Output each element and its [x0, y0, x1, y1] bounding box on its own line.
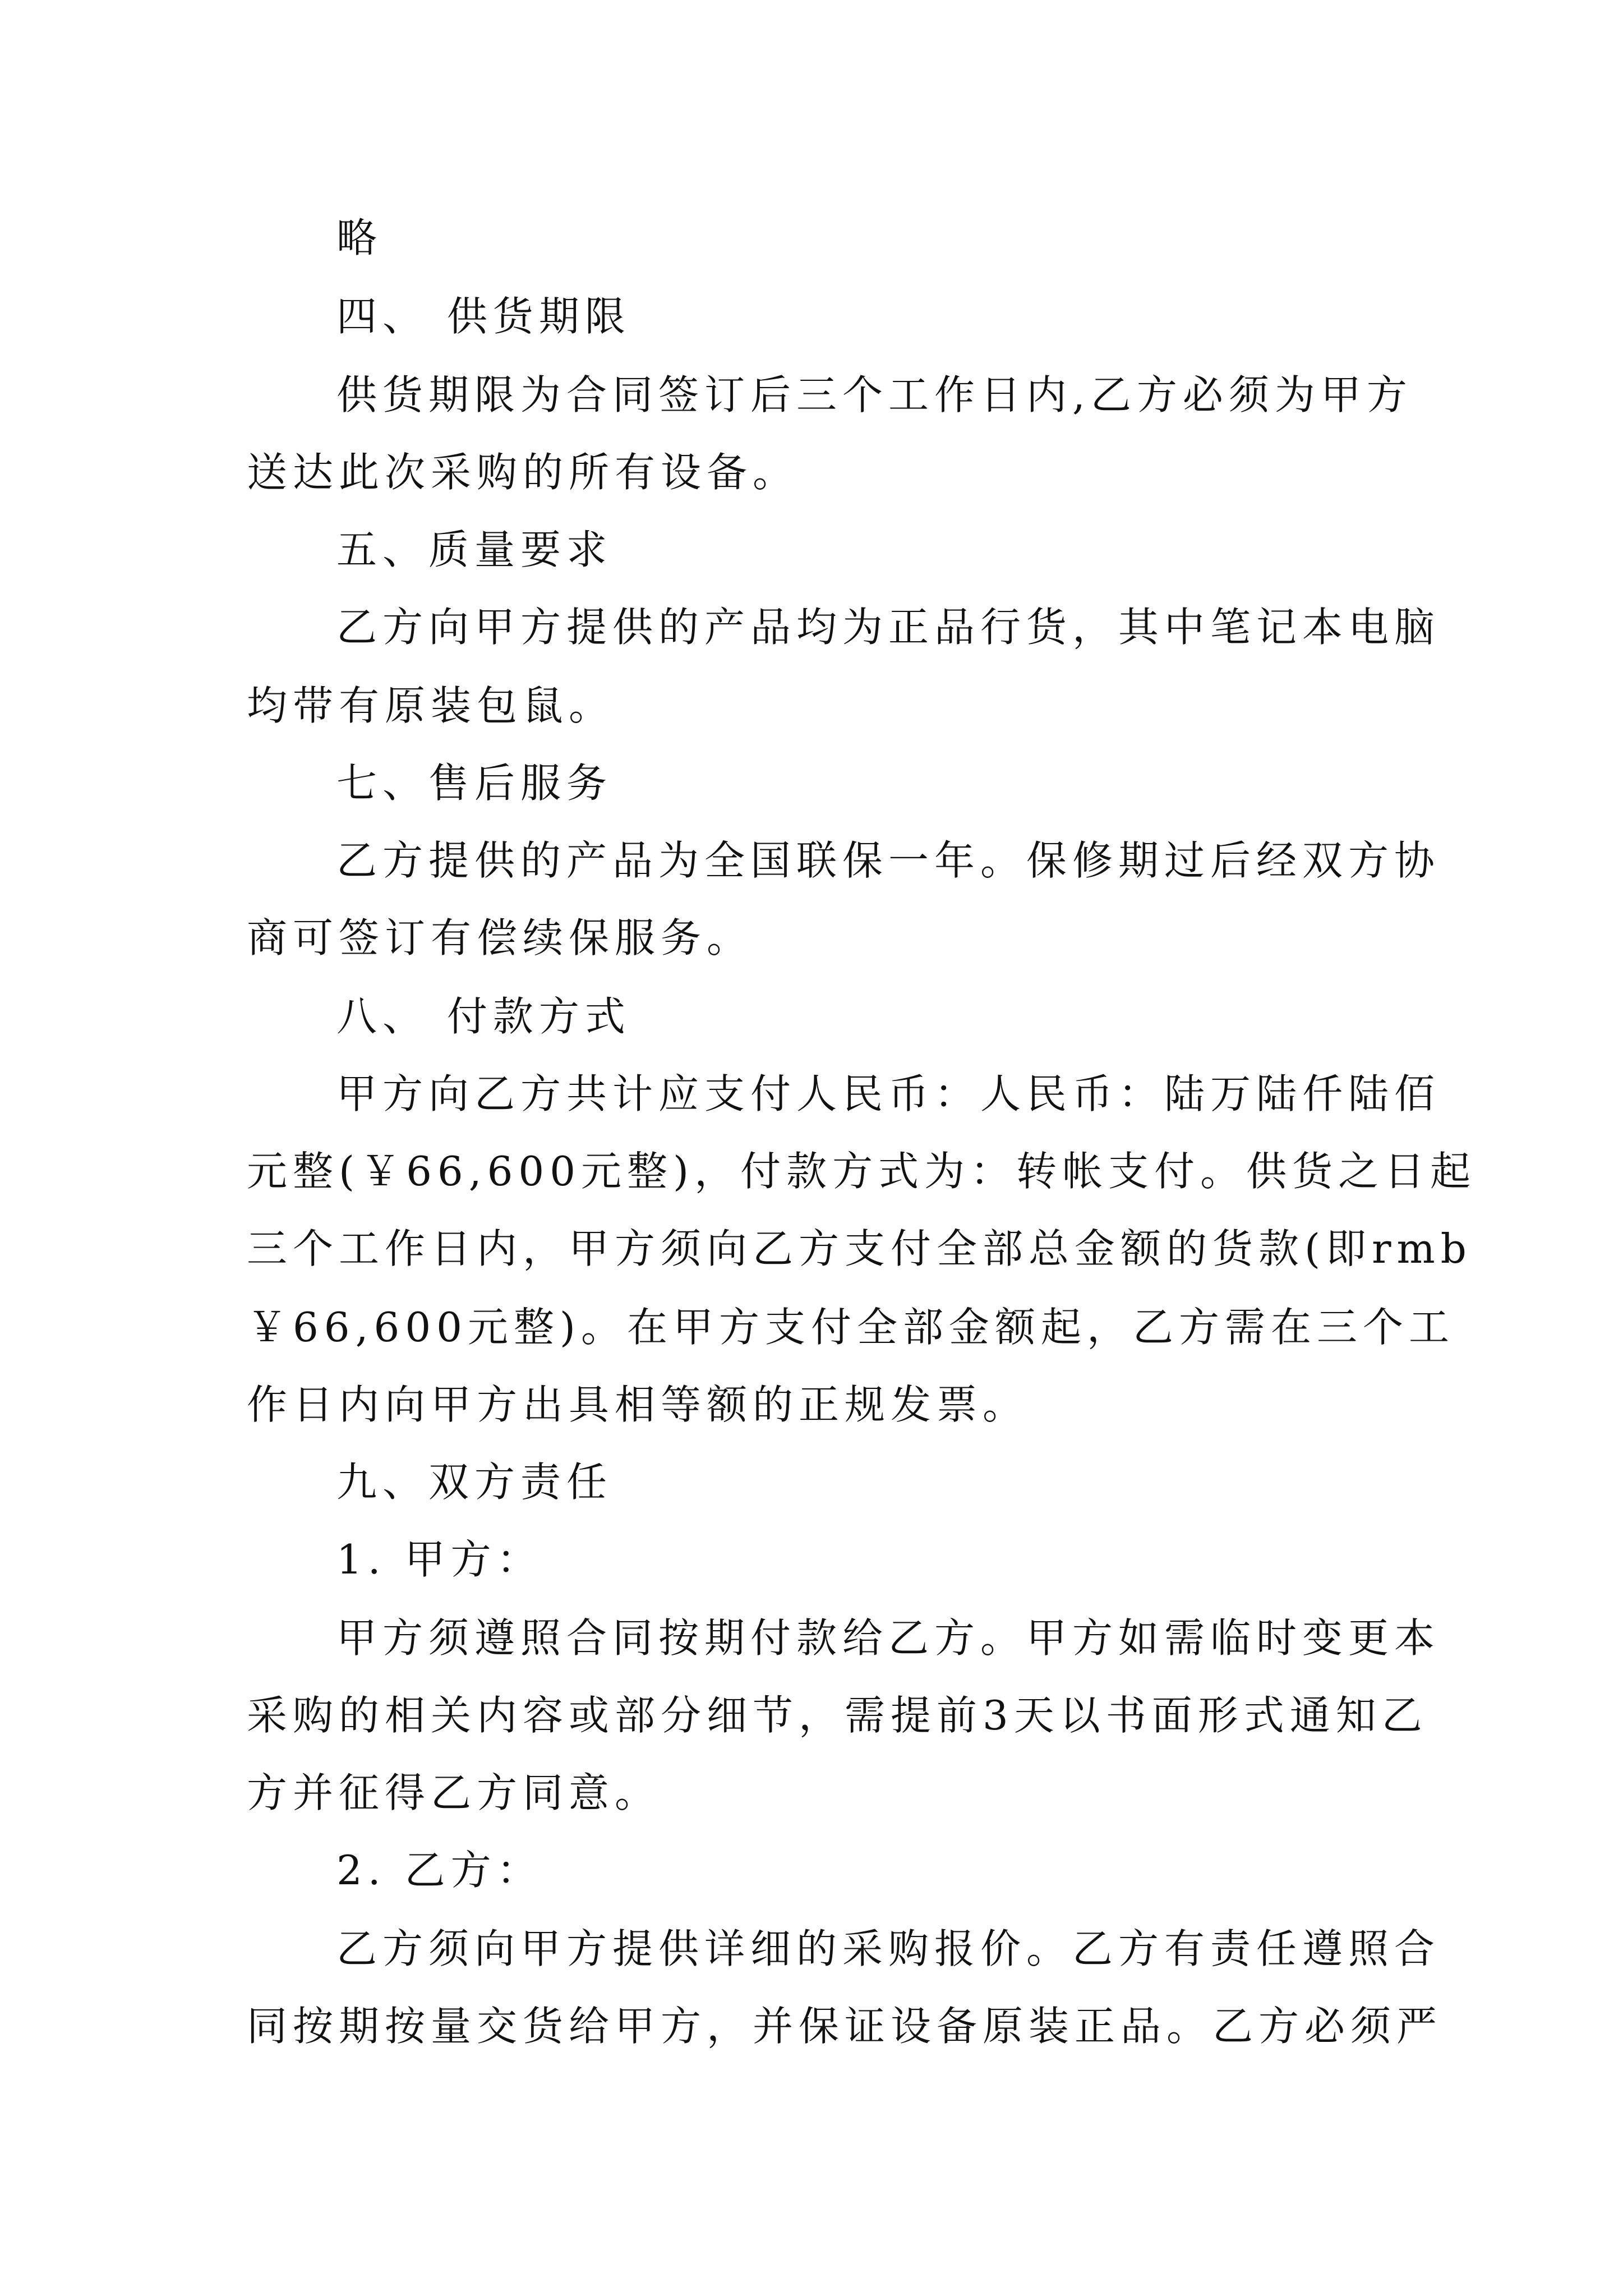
omitted-marker: 略	[336, 214, 383, 261]
paragraph-line: 三个工作日内，甲方须向乙方支付全部总金额的货款(即rmb	[247, 1225, 1472, 1272]
subheading-party-a: 1. 甲方：	[336, 1536, 543, 1583]
paragraph-line: 作日内向甲方出具相等额的正规发票。	[247, 1381, 1029, 1428]
paragraph-line: 商可签订有偿续保服务。	[247, 914, 753, 961]
paragraph-line: 甲方向乙方共计应支付人民币：人民币：陆万陆仟陆佰	[336, 1070, 1441, 1117]
paragraph-line: 采购的相关内容或部分细节，需提前3天以书面形式通知乙	[247, 1692, 1428, 1739]
section-heading-responsibilities: 九、双方责任	[336, 1458, 613, 1506]
section-heading-after-sales: 七、售后服务	[336, 760, 613, 807]
paragraph-line: 均带有原装包鼠。	[247, 682, 615, 729]
paragraph-line: 乙方向甲方提供的产品均为正品行货，其中笔记本电脑	[336, 604, 1441, 651]
section-heading-quality: 五、质量要求	[336, 526, 613, 573]
paragraph-line: 元整(￥66,600元整)，付款方式为：转帐支付。供货之日起	[247, 1148, 1477, 1195]
section-heading-delivery-period: 四、 供货期限	[336, 293, 631, 340]
paragraph-line: 乙方须向甲方提供详细的采购报价。乙方有责任遵照合	[336, 1925, 1441, 1972]
paragraph-line: 同按期按量交货给甲方，并保证设备原装正品。乙方必须严	[247, 2003, 1443, 2050]
section-heading-payment: 八、 付款方式	[336, 993, 631, 1040]
subheading-party-b: 2. 乙方：	[336, 1847, 543, 1894]
paragraph-line: ￥66,600元整)。在甲方支付全部金额起，乙方需在三个工	[247, 1304, 1455, 1351]
paragraph-line: 方并征得乙方同意。	[247, 1769, 661, 1816]
paragraph-line: 乙方提供的产品为全国联保一年。保修期过后经双方协	[336, 837, 1441, 884]
paragraph-line: 甲方须遵照合同按期付款给乙方。甲方如需临时变更本	[336, 1614, 1441, 1662]
paragraph-line: 供货期限为合同签订后三个工作日内,乙方必须为甲方	[336, 371, 1413, 418]
paragraph-line: 送达此次采购的所有设备。	[247, 449, 799, 496]
